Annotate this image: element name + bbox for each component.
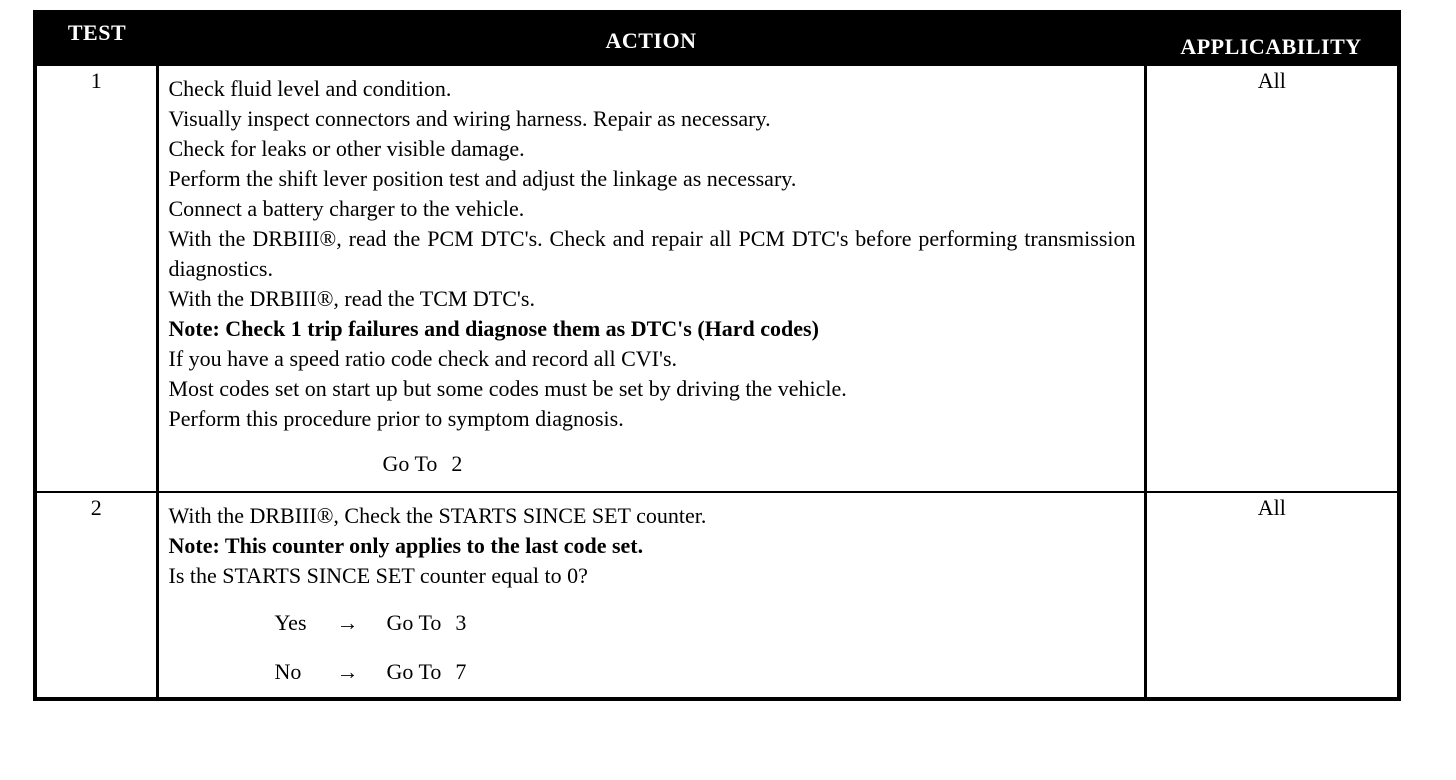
test-number: 1 xyxy=(35,65,157,492)
action-line: If you have a speed ratio code check and record all CVI's. xyxy=(168,346,678,371)
action-cell xyxy=(157,65,1145,492)
action-cell xyxy=(157,492,1145,699)
header-applicability: APPLICABILITY xyxy=(1145,12,1399,65)
goto-target: 2 xyxy=(451,451,463,476)
header-test: TEST xyxy=(35,12,157,65)
action-line: With the DRBIII®, read the PCM DTC's. Check and repair all PCM DTC's before performing transmission diagnostics. xyxy=(168,226,1136,281)
header-action: ACTION xyxy=(157,12,1145,65)
action-line: Check fluid level and condition. xyxy=(168,76,452,101)
action-line: Most codes set on start up but some codes must be set by driving the vehicle. xyxy=(168,376,847,401)
note-line: Note: Check 1 trip failures and diagnose them as DTC's (Hard codes) xyxy=(168,316,819,341)
action-line: Perform this procedure prior to symptom diagnosis. xyxy=(168,406,624,431)
table-header-row xyxy=(35,12,1399,65)
goto-label: Go To xyxy=(386,610,442,635)
applicability-cell: All xyxy=(1145,492,1399,699)
action-line: Visually inspect connectors and wiring harness. Repair as necessary. xyxy=(168,106,771,131)
goto-label: Go To xyxy=(382,451,438,476)
diagnostic-table xyxy=(33,10,1401,701)
action-line: Is the STARTS SINCE SET counter equal to 0? xyxy=(168,563,588,588)
applicability-cell: All xyxy=(1145,65,1399,492)
table-row-test-2 xyxy=(35,492,1399,699)
action-line: Connect a battery charger to the vehicle. xyxy=(168,196,525,221)
note-line: Note: This counter only applies to the last code set. xyxy=(168,533,644,558)
branch-no xyxy=(169,657,1136,697)
answer-label: Yes xyxy=(274,610,307,635)
answer-label: No xyxy=(274,659,302,684)
goto-label: Go To xyxy=(386,659,442,684)
action-line: Perform the shift lever position test and adjust the linkage as necessary. xyxy=(168,166,797,191)
table-row-test-1 xyxy=(35,65,1399,492)
branch-yes xyxy=(169,608,1136,638)
goto-target: 3 xyxy=(455,610,467,635)
action-line: With the DRBIII®, read the TCM DTC's. xyxy=(168,286,535,311)
goto-instruction xyxy=(169,449,1136,491)
goto-target: 7 xyxy=(455,659,467,684)
arrow-right-icon: → xyxy=(336,610,359,635)
action-line: Check for leaks or other visible damage. xyxy=(168,136,525,161)
arrow-right-icon: → xyxy=(336,659,359,684)
action-line: With the DRBIII®, Check the STARTS SINCE SET counter. xyxy=(168,503,707,528)
test-number: 2 xyxy=(35,492,157,699)
